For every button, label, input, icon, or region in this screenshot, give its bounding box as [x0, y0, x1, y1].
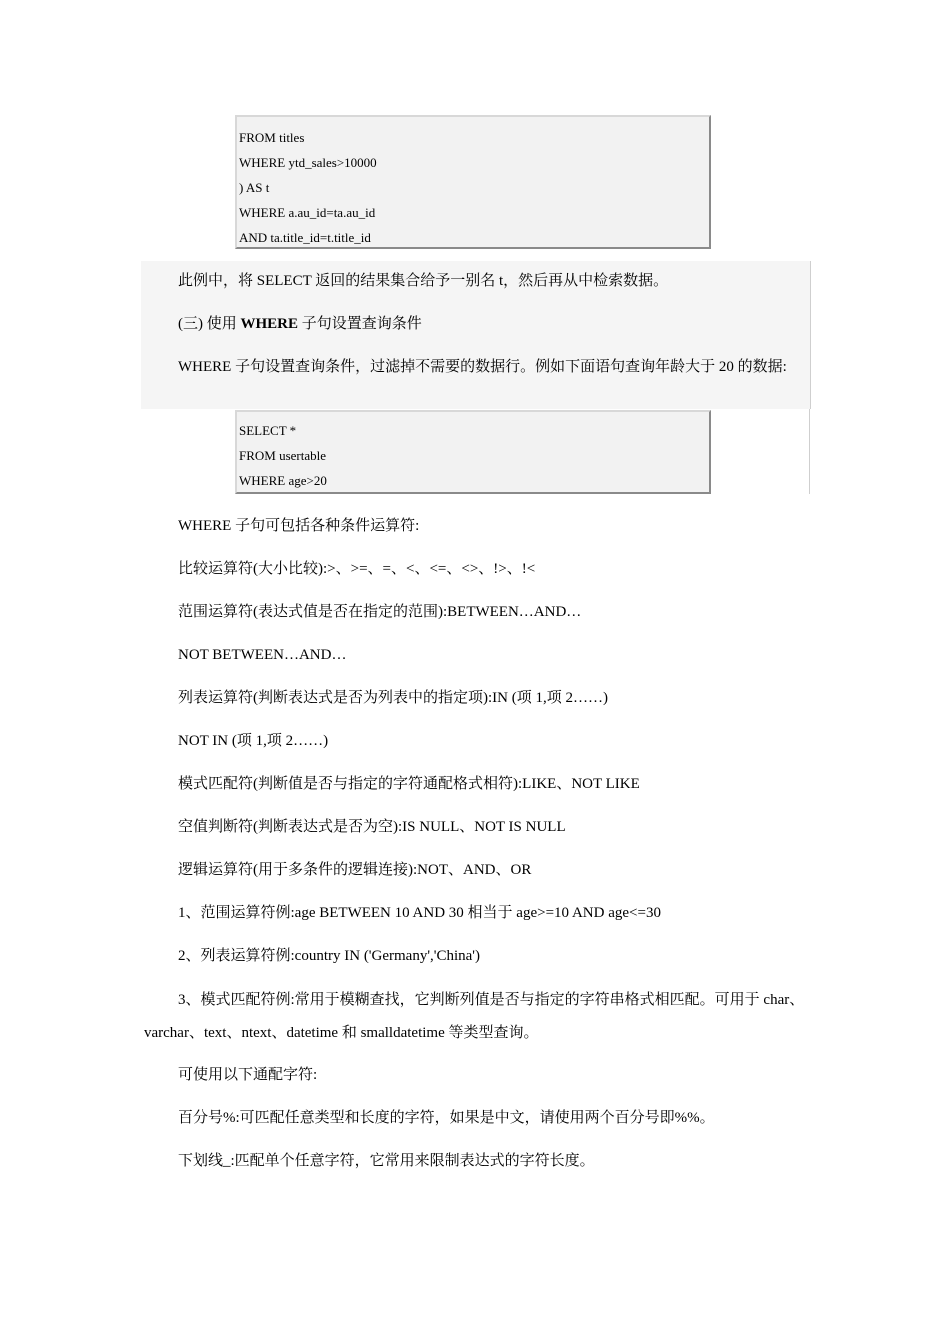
code-line: AND ta.title_id=t.title_id [239, 230, 371, 245]
operator-line: 模式匹配符(判断值是否与指定的字符通配格式相符):LIKE、NOT LIKE [178, 776, 640, 792]
operator-line: 2、列表运算符例:country IN ('Germany','China') [178, 948, 481, 964]
code-line: SELECT * [239, 423, 297, 438]
paragraph-alias: 此例中，将 SELECT 返回的结果集合给予一别名 t，然后再从中检索数据。 [178, 273, 669, 289]
paragraph-where-intro: WHERE 子句设置查询条件，过滤掉不需要的数据行。例如下面语句查询年龄大于 20 的数据: [178, 359, 787, 375]
operator-line: 列表运算符(判断表达式是否为列表中的指定项):IN (项 1,项 2……) [178, 690, 608, 706]
operator-line: 逻辑运算符(用于多条件的逻辑连接):NOT、AND、OR [178, 862, 532, 878]
code-block-1 [235, 115, 711, 249]
code-line: FROM usertable [239, 448, 327, 463]
operator-line: NOT IN (项 1,项 2……) [178, 733, 329, 749]
operator-line: 空值判断符(判断表达式是否为空):IS NULL、NOT IS NULL [178, 819, 566, 835]
wildcard-line: 下划线_:匹配单个任意字符，它常用来限制表达式的字符长度。 [178, 1153, 595, 1169]
heading-keyword: WHERE [240, 316, 299, 332]
panel-border [809, 409, 810, 494]
operator-line: 范围运算符(表达式值是否在指定的范围):BETWEEN…AND… [178, 604, 582, 620]
code-line: WHERE age>20 [239, 473, 327, 488]
code-line: WHERE a.au_id=ta.au_id [239, 205, 376, 220]
wildcard-line: 百分号%:可匹配任意类型和长度的字符，如果是中文，请使用两个百分号即%%。 [178, 1110, 715, 1126]
wildcard-line: 可使用以下通配字符: [178, 1067, 318, 1083]
paragraph-like: 3、模式匹配符例:常用于模糊查找，它判断列值是否与指定的字符串格式相匹配。可用于 char、varchar、text、ntext、datetime 和 smalldatetime 等类型查询。 [144, 992, 805, 1041]
operator-line: 比较运算符(大小比较):>、>=、=、<、<=、<>、!>、!< [178, 561, 536, 577]
code-line: WHERE ytd_sales>10000 [239, 155, 377, 170]
code-line: FROM titles [239, 130, 305, 145]
section-heading [144, 308, 808, 341]
operator-line: WHERE 子句可包括各种条件运算符: [178, 518, 420, 534]
operator-line: NOT BETWEEN…AND… [178, 647, 347, 663]
heading-suffix: 子句设置查询条件 [298, 316, 422, 332]
operator-line: 1、范围运算符例:age BETWEEN 10 AND 30 相当于 age>=10 AND age<=30 [178, 905, 661, 921]
heading-prefix: (三) 使用 [178, 316, 241, 332]
code-line: ) AS t [239, 180, 270, 195]
code-block-2 [235, 410, 711, 494]
